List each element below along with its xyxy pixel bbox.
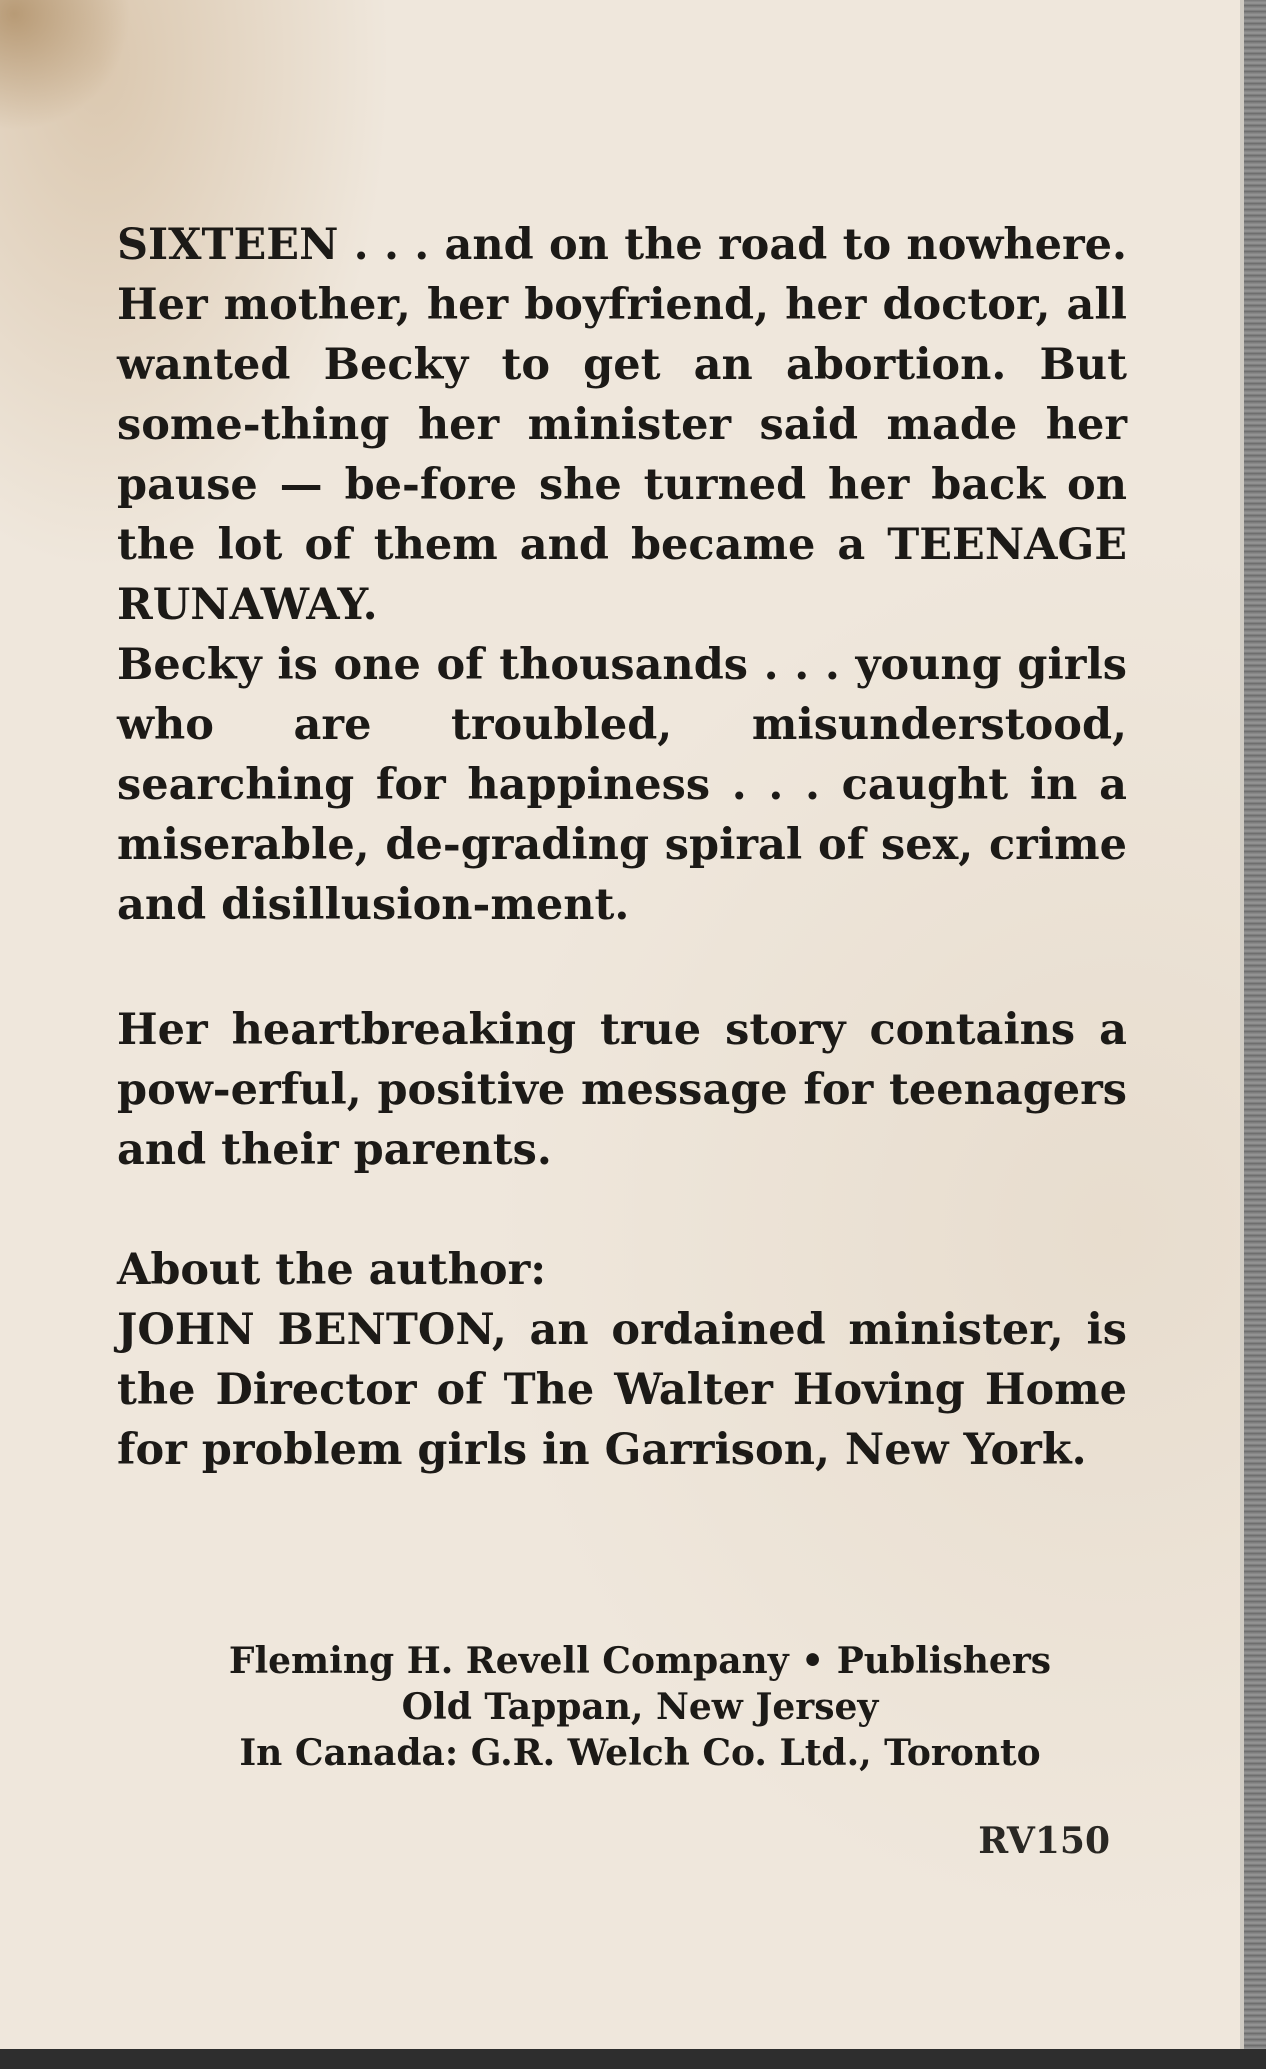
blurb-paragraph-2: Becky is one of thousands . . . young girls who are troubled, misunderstood, searching for happiness . . . caught in a miserable, de-grading spiral of sex, crime and disillusion-ment.: [117, 640, 1127, 930]
bottom-edge: [0, 2049, 1266, 2069]
author-bio: JOHN BENTON, an ordained minister, is the Director of The Walter Hoving Home for problem girls in Garrison, New York.: [117, 1305, 1127, 1475]
publisher-line-2: Old Tappan, New Jersey: [401, 1686, 879, 1728]
publisher-line-1: Fleming H. Revell Company • Publishers: [228, 1640, 1052, 1682]
blurb-paragraph-1: SIXTEEN . . . and on the road to nowhere. Her mother, her boyfriend, her doctor, all wanted Becky to get an abortion. But some-thing her minister said made her pause — be-fore she turned her back on the lot of them and became a TEENAGE RUNAWAY.: [117, 220, 1127, 630]
catalog-code: RV150: [978, 1820, 1110, 1862]
corner-stain: [0, 0, 140, 140]
blurb-paragraph-3: Her heartbreaking true story contains a pow-erful, positive message for teenagers and their parents.: [117, 1005, 1127, 1175]
book-edge: [1244, 0, 1266, 2069]
about-author-heading: About the author:: [117, 1245, 547, 1295]
publisher-line-3: In Canada: G.R. Welch Co. Ltd., Toronto: [239, 1732, 1041, 1774]
